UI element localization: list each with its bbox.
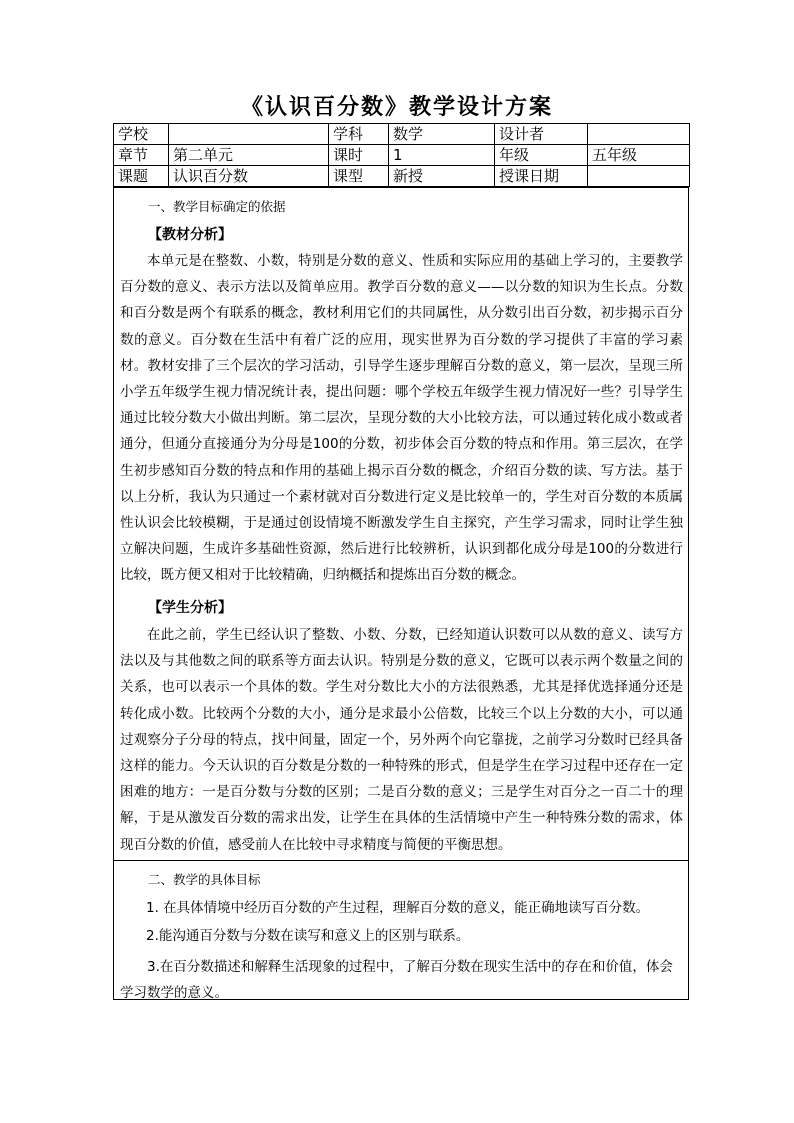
student-analysis-text: 在此之前，学生已经认识了整数、小数、分数，已经知道认识数可以从数的意义、读写方法以及与其他数之间的联系等方面去认识。特别是分数的意义，它既可以表示两个数量之间的关系，也可以表示一个具体的数。学生对分数比大小的方法很熟悉，尤其是择优选择通分还是转化成小数。比较两个分数的大小，通分是求最小公倍数，比较三个以上分数的大小，可以通过观察分子分母的特点，找中间量，固定一个，另外两个向它靠拢，之前学习分数时已经具备这样的能力。今天认识的百分数是分数的一种特殊的形式，但是学生在学习过程中还存在一定困难的地方：一是百分数与分数的区别；二是百分数的意义；三是学生对百分之一百二十的理解，于是从激发百分数的需求出发，让学生在具体的生活情境中产生一种特殊分数的需求，体现百分数的价值，感受前人在比较中寻求精度与简便的平衡思想。 — [120, 627, 683, 853]
info-row-school — [114, 124, 690, 145]
section-divider — [113, 860, 689, 861]
label-designer: 设计者 — [495, 124, 588, 145]
label-lesson-type: 课型 — [329, 166, 389, 187]
label-teaching-date: 授课日期 — [495, 166, 588, 187]
page-title: 《认识百分数》教学设计方案 — [240, 94, 553, 120]
value-teaching-date — [588, 166, 690, 187]
value-school — [169, 124, 329, 145]
label-school: 学校 — [114, 124, 169, 145]
label-topic: 课题 — [114, 166, 169, 187]
value-grade: 五年级 — [588, 145, 690, 166]
label-periods: 课时 — [329, 145, 389, 166]
info-row-chapter — [114, 145, 690, 166]
goal-item: 2.能沟通百分数与分数在读写和意义上的区别与联系。 — [146, 928, 470, 944]
label-subject: 学科 — [329, 124, 389, 145]
label-chapter: 章节 — [114, 145, 169, 166]
lesson-info-table — [113, 123, 690, 187]
section1-title: 一、教学目标确定的依据 — [148, 199, 286, 214]
value-periods: 1 — [389, 145, 495, 166]
textbook-analysis-heading: 【教材分析】 — [148, 227, 232, 243]
value-topic: 认识百分数 — [169, 166, 329, 187]
value-lesson-type: 新授 — [389, 166, 495, 187]
section2-title: 二、教学的具体目标 — [148, 872, 261, 887]
goal-item: 1. 在具体情境中经历百分数的产生过程，理解百分数的意义，能正确地读写百分数。 — [146, 900, 650, 916]
value-chapter: 第二单元 — [169, 145, 329, 166]
label-grade: 年级 — [495, 145, 588, 166]
value-subject: 数学 — [389, 124, 495, 145]
value-designer — [588, 124, 690, 145]
student-analysis-heading: 【学生分析】 — [148, 600, 232, 616]
goal-item: 3.在百分数描述和解释生活现象的过程中，了解百分数在现实生活中的存在和价值，体会学习数学的意义。 — [120, 959, 673, 1001]
info-row-topic — [114, 166, 690, 187]
textbook-analysis-text: 本单元是在整数、小数，特别是分数的意义、性质和实际应用的基础上学习的，主要教学百分数的意义、表示方法以及简单应用。教学百分数的意义——以分数的知识为生长点。分数和百分数是两个有联系的概念，教材利用它们的共同属性，从分数引出百分数，初步揭示百分数的意义。百分数在生活中有着广泛的应用，现实世界为百分数的学习提供了丰富的学习素材。教材安排了三个层次的学习活动，引导学生逐步理解百分数的意义，第一层次，呈现三所小学五年级学生视力情况统计表，提出问题：哪个学校五年级学生视力情况好一些？引导学生通过比较分数大小做出判断。第二层次，呈现分数的大小比较方法，可以通过转化成小数或者通分，但通分直接通分为分母是100的分数，初步体会百分数的特点和作用。第三层次，在学生初步感知百分数的特点和作用的基础上揭示百分数的概念，介绍百分数的读、写方法。基于以上分析，我认为只通过一个素材就对百分数进行定义是比较单一的，学生对百分数的本质属性认识会比较模糊，于是通过创设情境不断激发学生自主探究，产生学习需求，同时让学生独立解决问题，生成许多基础性资源，然后进行比较辨析，认识到都化成分母是100的分数进行比较，既方便又相对于比较精确，归纳概括和提炼出百分数的概念。 — [120, 253, 683, 584]
